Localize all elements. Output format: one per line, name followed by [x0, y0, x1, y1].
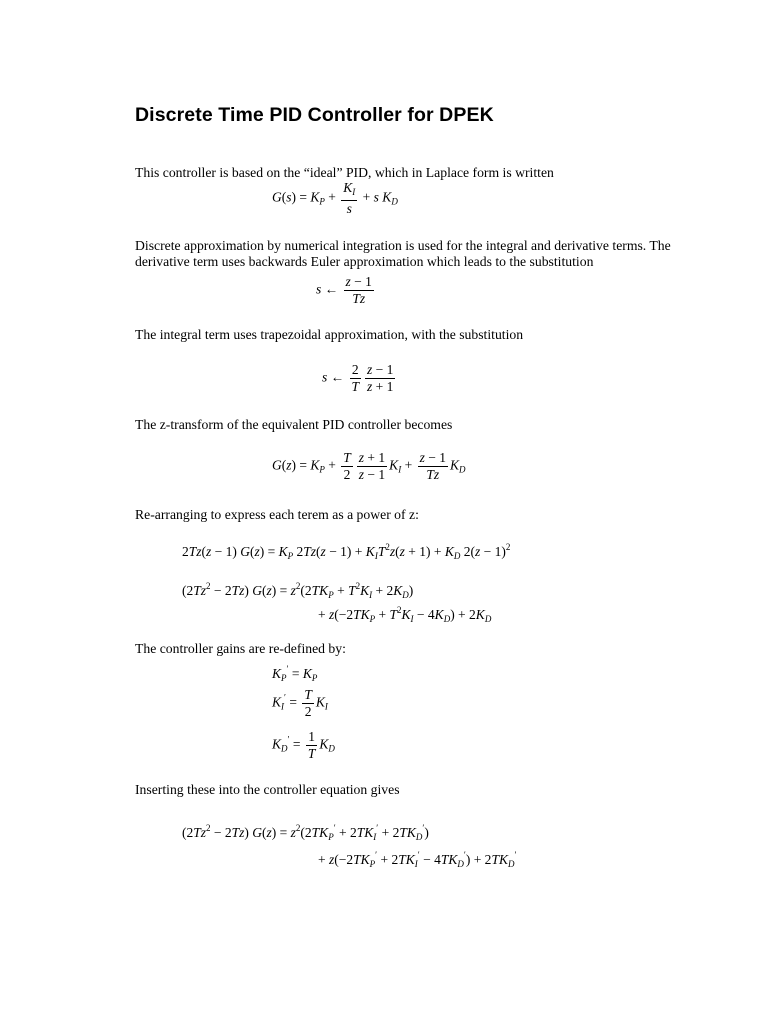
equation-final-2: + $z(-2TK_P' + 2TK_I' - 4TK_D') + 2TK_D'$	[318, 850, 517, 869]
paragraph-gains-redefined: The controller gains are re-defined by:	[135, 641, 346, 656]
page-title: Discrete Time PID Controller for DPEK	[135, 104, 494, 126]
paragraph-z-transform: The z-transform of the equivalent PID controller becomes	[135, 417, 453, 432]
equation-laplace-pid: $G(s) = K_P$ + $\frac{K_I}{s}$ + s $K_D$	[272, 180, 398, 216]
equation-gain-kp: $K_P' = K_P$	[272, 664, 318, 683]
equation-z-transform-pid: $G(z) = K_P$ + $\frac{T}{2}$ $\frac{z + 1}{z - 1}$ $K_I$ + $\frac{z - 1}{Tz}$ $K_D$	[272, 450, 466, 482]
equation-trapezoidal-substitution: s ← $\frac{2}{T}$ $\frac{z - 1}{z + 1}$	[322, 362, 394, 394]
paragraph-intro: This controller is based on the “ideal” PID, which in Laplace form is written	[135, 165, 554, 180]
equation-gain-ki: $K_I'$ = $\frac{T}{2}$ $K_I$	[272, 687, 328, 719]
equation-final-1: $(2Tz^2 - 2Tz) G(z) = z^2(2TK_P' + 2TK_I' + 2TK_D')$	[182, 823, 429, 842]
equation-rearranged-2a: $(2Tz^2 - 2Tz) G(z) = z^2(2TK_P + T^2K_I + 2K_D)$	[182, 581, 414, 600]
equation-gain-kd: $K_D'$ = $\frac{1}{T}$ $K_D$	[272, 729, 335, 761]
paragraph-discrete-approx: Discrete approximation by numerical integration is used for the integral and derivative terms. The derivative term uses backwards Euler approximation which leads to the substitution	[135, 238, 671, 269]
equation-rearranged-2b: + $z(-2TK_P + T^2K_I - 4K_D) + 2K_D$	[318, 605, 492, 624]
equation-rearranged-1: 2Tz(z − 1) $G(z) = K_P$ $2Tz(z - 1) + K_IT^2z(z + 1) + K_D$ $2(z - 1)^2$	[182, 542, 511, 561]
paragraph-trapezoidal: The integral term uses trapezoidal approximation, with the substitution	[135, 327, 524, 342]
paragraph-inserting: Inserting these into the controller equation gives	[135, 782, 400, 797]
paragraph-rearranging: Re-arranging to express each terem as a power of z:	[135, 507, 419, 522]
equation-euler-substitution: s ← $\frac{z - 1}{Tz}$	[316, 274, 372, 306]
